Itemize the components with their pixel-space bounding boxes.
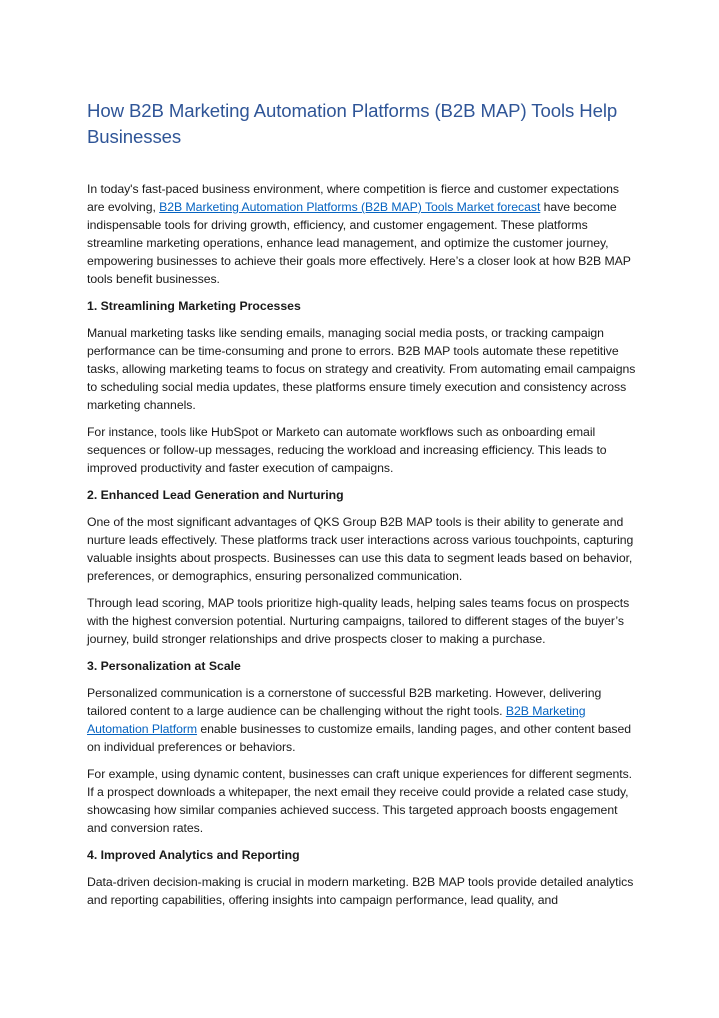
section-paragraph: For example, using dynamic content, businesses can craft unique experiences for different segments. If a prospect downloads a whitepaper, the next email they receive could provide a related case study, showcasing how similar companies achieved success. This targeted approach boosts engagement and conversion rates. — [87, 767, 633, 835]
section-paragraph — [87, 684, 639, 756]
intro-text-end: have become indispensable tools for driving growth, efficiency, and customer engagement. These platforms streamline marketing operations, enhance lead management, and optimize the customer journey, empowering businesses to achieve their goals more effectively. Here’s a closer look at how B2B MAP tools benefit businesses. — [87, 200, 631, 286]
section-heading-streamlining: 1. Streamlining Marketing Processes — [87, 299, 301, 313]
intro-text-start: In today's fast-paced business environment, where competition is fierce and customer expectations are evolving, — [87, 182, 620, 214]
section-heading-analytics: 4. Improved Analytics and Reporting — [87, 848, 300, 862]
personalization-text-start: Personalized communication is a cornerstone of successful B2B marketing. However, delivering tailored content to a large audience can be challenging without the right tools. — [87, 686, 602, 718]
personalization-text-end: enable businesses to customize emails, landing pages, and other content based on individual preferences or behaviors. — [87, 722, 632, 754]
market-forecast-link[interactable]: B2B Marketing Automation Platforms (B2B MAP) Tools Market forecast — [159, 200, 541, 214]
section-paragraph: Data-driven decision-making is crucial in modern marketing. B2B MAP tools provide detailed analytics and reporting capabilities, offering insights into campaign performance, lead quality, and — [87, 875, 634, 907]
section-paragraph: Through lead scoring, MAP tools prioritize high-quality leads, helping sales teams focus on prospects with the highest conversion potential. Nurturing campaigns, tailored to different stages of the buyer’s journey, build stronger relationships and drive prospects closer to making a purchase. — [87, 596, 630, 646]
section-heading-personalization: 3. Personalization at Scale — [87, 659, 241, 673]
section-paragraph: One of the most significant advantages of QKS Group B2B MAP tools is their ability to generate and nurture leads effectively. These platforms track user interactions across various touchpoints, capturing valuable insights about prospects. Businesses can use this data to segment leads based on behavior, preferences, or demographics, ensuring personalized communication. — [87, 515, 634, 583]
section-heading-lead-generation: 2. Enhanced Lead Generation and Nurturing — [87, 488, 344, 502]
section-paragraph: For instance, tools like HubSpot or Marketo can automate workflows such as onboarding email sequences or follow-up messages, reducing the workload and increasing efficiency. This leads to improved productivity and faster execution of campaigns. — [87, 425, 607, 475]
section-paragraph: Manual marketing tasks like sending emails, managing social media posts, or tracking campaign performance can be time-consuming and prone to errors. B2B MAP tools automate these repetitive tasks, allowing marketing teams to focus on strategy and creativity. From automating email campaigns to scheduling social media updates, these platforms ensure timely execution and consistency across marketing channels. — [87, 326, 636, 412]
b2b-map-platform-link[interactable]: B2B Marketing Automation Platform — [87, 704, 586, 736]
page-title: How B2B Marketing Automation Platforms (B2B MAP) Tools Help Businesses — [87, 100, 618, 147]
intro-paragraph — [87, 180, 639, 288]
